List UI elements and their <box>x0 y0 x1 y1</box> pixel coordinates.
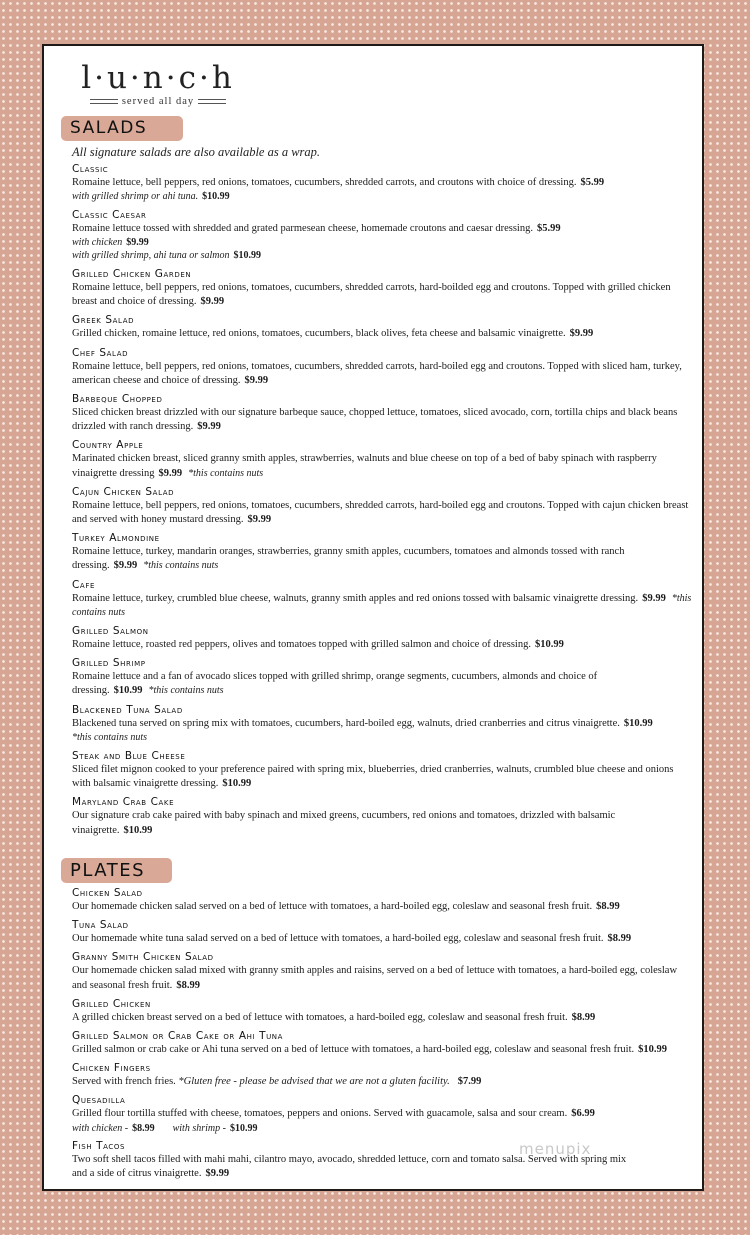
item-name: Granny Smith Chicken Salad <box>72 951 214 964</box>
menu-item <box>72 918 692 946</box>
item-description: Romaine lettuce, bell peppers, red onions, tomatoes, cucumbers, shredded carrots, hard-boilded egg and croutons. Topped with grilled chicken breast and choice of dressing. $9.99 <box>72 281 671 308</box>
item-price: $6.99 <box>571 1108 595 1120</box>
item-price: $9.99 <box>569 328 594 340</box>
item-price: $10.99 <box>123 824 153 836</box>
divider <box>198 99 226 104</box>
menu-item <box>72 950 692 992</box>
plates-header: PLATES <box>61 858 172 883</box>
item-price: $9.99 <box>200 296 225 308</box>
item-description: Our homemade chicken salad served on a bed of lettuce with tomatoes, a hard-boiled egg, coleslaw and seasonal fresh fruit. $8.99 <box>72 901 620 912</box>
item-option: with chicken - $8.99 with shrimp - $10.99 <box>72 1122 258 1134</box>
menu-item <box>72 578 692 620</box>
item-price: $10.99 <box>222 778 252 790</box>
item-price: $9.99 <box>205 1168 230 1180</box>
logo-subtitle: served all day <box>121 96 195 107</box>
item-description: Romaine lettuce, bell peppers, red onions, tomatoes, cucumbers, shredded carrots, and croutons with choice of dressing. $5.99 <box>72 177 605 188</box>
item-name: Barbeque Chopped <box>72 392 163 405</box>
lunch-logo <box>74 60 242 107</box>
menu-item <box>72 1061 692 1089</box>
item-name: Tuna Salad <box>72 919 129 932</box>
item-price: $8.99 <box>596 901 620 912</box>
item-name: Grilled Salmon <box>72 624 149 637</box>
menu-item <box>72 703 692 745</box>
item-description: Served with french fries. *Gluten free - please be advised that we are not a gluten facility. $7.99 <box>72 1076 482 1088</box>
salads-header: SALADS <box>61 116 183 141</box>
item-price: $9.99 <box>197 421 221 433</box>
watermark: menupix <box>519 1140 592 1158</box>
menu-item <box>72 438 692 480</box>
menu-item <box>72 531 692 573</box>
item-note: *this contains nuts <box>188 467 264 479</box>
item-price: $5.99 <box>580 177 605 188</box>
item-description: Grilled chicken, romaine lettuce, red onions, tomatoes, cucumbers, black olives, feta cheese and balsamic vinaigrette. $9.99 <box>72 328 594 340</box>
item-name: Grilled Salmon or Crab Cake or Ahi Tuna <box>72 1030 284 1043</box>
menu-item <box>72 346 692 388</box>
menu-item <box>72 886 692 914</box>
menu-item <box>72 624 692 652</box>
item-name: Grilled Shrimp <box>72 657 146 670</box>
menu-item <box>72 656 692 698</box>
menu-item <box>72 162 692 204</box>
item-description: Romaine lettuce, bell peppers, red onions, tomatoes, cucumbers, shredded carrots, hard-boiled egg and croutons. Topped with cajun chicken breast and served with honey mustard dressing. $9.99 <box>72 499 689 525</box>
item-description: Grilled salmon or crab cake or Ahi tuna served on a bed of lettuce with tomatoes, a hard-boiled egg, coleslaw and seasonal fresh fruit. $10.99 <box>72 1044 668 1056</box>
item-name: Chef Salad <box>72 346 129 359</box>
logo-subtitle-row <box>74 96 242 107</box>
item-option: with chicken $9.99 <box>72 236 149 248</box>
item-name: Greek Salad <box>72 314 135 327</box>
item-name: Steak and Blue Cheese <box>72 749 186 762</box>
item-description: Sliced filet mignon cooked to your preference paired with spring mix, blueberries, dried cranberries, walnuts, crumbled blue cheese and onions with balsamic vinaigrette dressing. $10.99 <box>72 763 674 790</box>
item-name: Country Apple <box>72 439 144 452</box>
item-description: Romaine lettuce, turkey, crumbled blue cheese, walnuts, granny smith apples and red onions tossed with balsamic vinaigrette dressing. $9.99 *this contains nuts <box>72 592 692 618</box>
menu-item <box>72 208 692 263</box>
item-price: $10.99 <box>113 685 143 697</box>
item-name: Chicken Fingers <box>72 1062 151 1075</box>
item-name: Grilled Chicken Garden <box>72 267 192 280</box>
item-price: $8.99 <box>607 933 632 945</box>
item-description: Romaine lettuce, turkey, mandarin oranges, strawberries, granny smith apples, cucumbers, tomatoes and almonds tossed with ranch dressing. $9.99 *this contains nuts <box>72 546 625 572</box>
item-note: *this contains nuts <box>143 560 219 572</box>
plates-list <box>72 886 692 1182</box>
item-price: $10.99 <box>623 717 653 729</box>
divider <box>90 99 118 104</box>
salads-list <box>72 162 692 838</box>
item-description: A grilled chicken breast served on a bed of lettuce with tomatoes, a hard-boiled egg, coleslaw and seasonal fresh fruit. $8.99 <box>72 1011 596 1023</box>
menu-item <box>72 795 692 837</box>
item-price: $9.99 <box>244 374 269 386</box>
menu-item <box>72 749 692 791</box>
item-price: $9.99 <box>642 592 666 604</box>
item-note: *this contains nuts <box>72 731 148 743</box>
item-name: Fish Tacos <box>72 1140 126 1153</box>
logo-title: l·u·n·c·h <box>81 60 235 96</box>
item-price: $10.99 <box>638 1044 668 1056</box>
menu-page <box>42 44 704 1191</box>
menu-item <box>72 485 692 527</box>
item-description: Blackened tuna served on spring mix with tomatoes, cucumbers, hard-boiled egg, walnuts, dried cranberries and citrus vinaigrette. $10.99 *this contains nuts <box>72 717 653 743</box>
item-description: Romaine lettuce tossed with shredded and grated parmesean cheese, homemade croutons and caesar dressing. $5.99 <box>72 222 561 234</box>
menu-item <box>72 313 692 341</box>
item-name: Classic <box>72 163 109 175</box>
item-price: $8.99 <box>571 1011 596 1023</box>
item-description: Romaine lettuce and a fan of avocado slices topped with grilled shrimp, orange segments, cucumbers, almonds and choice of dressing. $10.99 *this contains nuts <box>72 671 598 697</box>
menu-item <box>72 1029 692 1057</box>
item-description: Our signature crab cake paired with baby spinach and mixed greens, cucumbers, red onions and tomatoes, drizzled with balsamic vinaigrette. $10.99 <box>72 810 616 836</box>
menu-item <box>72 1093 692 1135</box>
item-price: $9.99 <box>158 467 183 479</box>
item-price: $9.99 <box>247 513 272 525</box>
menu-item <box>72 392 692 434</box>
item-price: $10.99 <box>534 638 564 650</box>
item-name: Grilled Chicken <box>72 997 151 1010</box>
item-description: Sliced chicken breast drizzled with our signature barbeque sauce, chopped lettuce, tomatoes, sliced avocado, corn, tortilla chips and black beans drizzled with ranch dressing. $9.99 <box>72 406 678 433</box>
menu-item <box>72 997 692 1025</box>
menu-item <box>72 1139 692 1181</box>
item-description: Marinated chicken breast, sliced granny smith apples, strawberries, walnuts and blue cheese on top of a bed of baby spinach with raspberry vinaigrette dressing $9.99 *this contains nuts <box>72 453 657 479</box>
item-option: with grilled shrimp or ahi tuna. $10.99 <box>72 191 230 203</box>
item-name: Cajun Chicken Salad <box>72 485 175 498</box>
item-note: *Gluten free - please be advised that we are not a gluten facility. <box>178 1076 450 1088</box>
item-name: Cafe <box>72 578 95 591</box>
item-description: Our homemade chicken salad mixed with granny smith apples and raisins, served on a bed of lettuce with tomatoes, a hard-boiled egg, coleslaw and seasonal fresh fruit. $8.99 <box>72 965 678 991</box>
item-note: *this contains nuts <box>72 592 692 618</box>
item-description: Our homemade white tuna salad served on a bed of lettuce with tomatoes, a hard-boiled egg, coleslaw and seasonal fresh fruit. $8.99 <box>72 933 632 945</box>
item-description: Romaine lettuce, roasted red peppers, olives and tomatoes topped with grilled salmon and choice of dressing. $10.99 <box>72 638 564 650</box>
item-description: Romaine lettuce, bell peppers, red onions, tomatoes, cucumbers, shredded carrots, hard-boiled egg and croutons. Topped with sliced ham, turkey, american cheese and choice of dressing. $9.99 <box>72 360 682 386</box>
item-price: $9.99 <box>113 560 138 572</box>
item-price: $8.99 <box>176 979 200 991</box>
item-description: Two soft shell tacos filled with mahi mahi, cilantro mayo, avocado, shredded lettuce, corn and tomato salsa. Served with spring mix and a side of citrus vinaigrette. $9.99 <box>72 1154 627 1180</box>
item-price: $7.99 <box>457 1076 482 1088</box>
item-name: Blackened Tuna Salad <box>72 703 183 716</box>
menu-item <box>72 267 692 309</box>
item-name: Turkey Almondine <box>72 532 160 545</box>
item-description: Grilled flour tortilla stuffed with cheese, tomatoes, peppers and onions. Served with guacamole, salsa and sour cream. $6.99 <box>72 1108 595 1120</box>
item-name: Maryland Crab Cake <box>72 796 175 809</box>
item-option: with grilled shrimp, ahi tuna or salmon $10.99 <box>72 250 262 262</box>
item-price: $5.99 <box>536 222 561 234</box>
item-name: Classic Caesar <box>72 208 147 221</box>
item-name: Quesadilla <box>72 1094 126 1107</box>
item-name: Chicken Salad <box>72 887 143 899</box>
item-note: *this contains nuts <box>148 685 224 697</box>
salads-intro: All signature salads are also available as a wrap. <box>72 145 321 159</box>
